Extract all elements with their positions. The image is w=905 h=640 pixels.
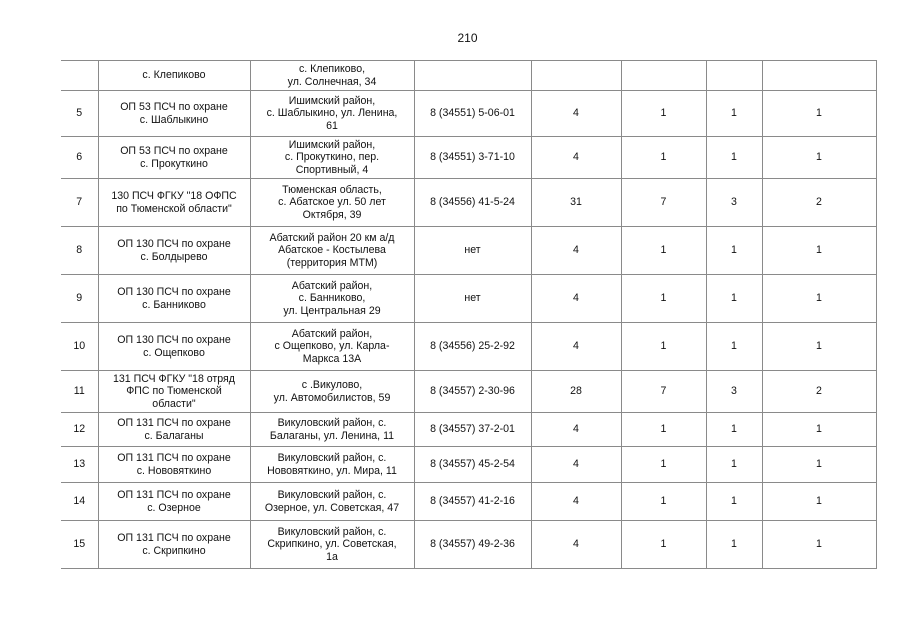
table-row bbox=[61, 323, 876, 371]
count-col-1-cell: 4 bbox=[531, 483, 621, 521]
count-col-1-cell: 4 bbox=[531, 521, 621, 569]
count-col-2-cell: 1 bbox=[621, 323, 706, 371]
row-number-cell: 6 bbox=[61, 137, 98, 179]
count-col-4-cell: 1 bbox=[762, 413, 876, 447]
count-col-3-cell bbox=[706, 61, 762, 91]
count-col-3-cell: 1 bbox=[706, 483, 762, 521]
unit-name-cell: ОП 53 ПСЧ по охране с. Прокуткино bbox=[98, 137, 250, 179]
unit-name-cell: с. Клепиково bbox=[98, 61, 250, 91]
count-col-1-cell: 4 bbox=[531, 413, 621, 447]
count-col-3-cell: 3 bbox=[706, 179, 762, 227]
table-row bbox=[61, 61, 876, 91]
count-col-4-cell: 1 bbox=[762, 275, 876, 323]
count-col-1-cell: 4 bbox=[531, 447, 621, 483]
count-col-2-cell: 7 bbox=[621, 179, 706, 227]
count-col-2-cell: 1 bbox=[621, 227, 706, 275]
count-col-2-cell: 1 bbox=[621, 447, 706, 483]
count-col-4-cell: 2 bbox=[762, 179, 876, 227]
phone-cell: 8 (34557) 37-2-01 bbox=[414, 413, 531, 447]
phone-cell: 8 (34557) 41-2-16 bbox=[414, 483, 531, 521]
count-col-3-cell: 1 bbox=[706, 521, 762, 569]
count-col-1-cell: 4 bbox=[531, 91, 621, 137]
count-col-2-cell: 1 bbox=[621, 413, 706, 447]
count-col-2-cell: 1 bbox=[621, 91, 706, 137]
count-col-4-cell: 1 bbox=[762, 227, 876, 275]
count-col-1-cell: 28 bbox=[531, 371, 621, 413]
count-col-1-cell bbox=[531, 61, 621, 91]
count-col-2-cell: 1 bbox=[621, 275, 706, 323]
unit-name-cell: ОП 131 ПСЧ по охране с. Скрипкино bbox=[98, 521, 250, 569]
count-col-4-cell: 1 bbox=[762, 91, 876, 137]
table-row bbox=[61, 137, 876, 179]
unit-name-cell: 130 ПСЧ ФГКУ "18 ОФПС по Тюменской области" bbox=[98, 179, 250, 227]
table-row bbox=[61, 91, 876, 137]
count-col-4-cell: 1 bbox=[762, 323, 876, 371]
address-cell: Викуловский район, с. Скрипкино, ул. Советская, 1а bbox=[250, 521, 414, 569]
address-cell: Абатский район 20 км а/д Абатское - Костылева (территория МТМ) bbox=[250, 227, 414, 275]
address-cell: с. Клепиково, ул. Солнечная, 34 bbox=[250, 61, 414, 91]
phone-cell: 8 (34557) 2-30-96 bbox=[414, 371, 531, 413]
count-col-1-cell: 31 bbox=[531, 179, 621, 227]
count-col-4-cell bbox=[762, 61, 876, 91]
page-number: 210 bbox=[457, 31, 478, 45]
address-cell: Тюменская область, с. Абатское ул. 50 лет Октября, 39 bbox=[250, 179, 414, 227]
phone-cell: 8 (34557) 49-2-36 bbox=[414, 521, 531, 569]
row-number-cell: 5 bbox=[61, 91, 98, 137]
table-row bbox=[61, 227, 876, 275]
count-col-4-cell: 1 bbox=[762, 447, 876, 483]
count-col-3-cell: 1 bbox=[706, 91, 762, 137]
row-number-cell bbox=[61, 61, 98, 91]
address-cell: Ишимский район, с. Прокуткино, пер. Спортивный, 4 bbox=[250, 137, 414, 179]
count-col-1-cell: 4 bbox=[531, 227, 621, 275]
count-col-4-cell: 1 bbox=[762, 137, 876, 179]
row-number-cell: 14 bbox=[61, 483, 98, 521]
count-col-3-cell: 1 bbox=[706, 227, 762, 275]
unit-name-cell: ОП 130 ПСЧ по охране с. Болдырево bbox=[98, 227, 250, 275]
count-col-2-cell: 1 bbox=[621, 137, 706, 179]
address-cell: Викуловский район, с. Озерное, ул. Советская, 47 bbox=[250, 483, 414, 521]
address-cell: Абатский район, с. Банниково, ул. Центральная 29 bbox=[250, 275, 414, 323]
row-number-cell: 13 bbox=[61, 447, 98, 483]
count-col-3-cell: 3 bbox=[706, 371, 762, 413]
table-row bbox=[61, 179, 876, 227]
table-row bbox=[61, 275, 876, 323]
row-number-cell: 8 bbox=[61, 227, 98, 275]
address-cell: с .Викулово, ул. Автомобилистов, 59 bbox=[250, 371, 414, 413]
count-col-3-cell: 1 bbox=[706, 137, 762, 179]
row-number-cell: 11 bbox=[61, 371, 98, 413]
count-col-3-cell: 1 bbox=[706, 323, 762, 371]
unit-name-cell: ОП 53 ПСЧ по охране с. Шаблыкино bbox=[98, 91, 250, 137]
phone-cell: 8 (34556) 25-2-92 bbox=[414, 323, 531, 371]
count-col-2-cell: 1 bbox=[621, 483, 706, 521]
row-number-cell: 10 bbox=[61, 323, 98, 371]
count-col-4-cell: 2 bbox=[762, 371, 876, 413]
count-col-4-cell: 1 bbox=[762, 521, 876, 569]
address-cell: Викуловский район, с. Балаганы, ул. Ленина, 11 bbox=[250, 413, 414, 447]
address-cell: Абатский район, с Ощепково, ул. Карла- Маркса 13А bbox=[250, 323, 414, 371]
count-col-2-cell: 7 bbox=[621, 371, 706, 413]
unit-name-cell: ОП 131 ПСЧ по охране с. Балаганы bbox=[98, 413, 250, 447]
count-col-1-cell: 4 bbox=[531, 323, 621, 371]
count-col-3-cell: 1 bbox=[706, 275, 762, 323]
phone-cell: нет bbox=[414, 227, 531, 275]
table-row bbox=[61, 521, 876, 569]
table-row bbox=[61, 447, 876, 483]
row-number-cell: 15 bbox=[61, 521, 98, 569]
count-col-4-cell: 1 bbox=[762, 483, 876, 521]
table-row bbox=[61, 413, 876, 447]
phone-cell: 8 (34557) 45-2-54 bbox=[414, 447, 531, 483]
phone-cell: 8 (34551) 5-06-01 bbox=[414, 91, 531, 137]
address-cell: Викуловский район, с. Нововяткино, ул. Мира, 11 bbox=[250, 447, 414, 483]
row-number-cell: 12 bbox=[61, 413, 98, 447]
table-row bbox=[61, 371, 876, 413]
count-col-1-cell: 4 bbox=[531, 275, 621, 323]
row-number-cell: 7 bbox=[61, 179, 98, 227]
count-col-1-cell: 4 bbox=[531, 137, 621, 179]
phone-cell: 8 (34551) 3-71-10 bbox=[414, 137, 531, 179]
unit-name-cell: 131 ПСЧ ФГКУ "18 отряд ФПС по Тюменской области" bbox=[98, 371, 250, 413]
unit-name-cell: ОП 130 ПСЧ по охране с. Банниково bbox=[98, 275, 250, 323]
count-col-3-cell: 1 bbox=[706, 413, 762, 447]
row-number-cell: 9 bbox=[61, 275, 98, 323]
unit-name-cell: ОП 131 ПСЧ по охране с. Нововяткино bbox=[98, 447, 250, 483]
address-cell: Ишимский район, с. Шаблыкино, ул. Ленина, 61 bbox=[250, 91, 414, 137]
unit-name-cell: ОП 131 ПСЧ по охране с. Озерное bbox=[98, 483, 250, 521]
fire-units-table bbox=[61, 60, 877, 569]
count-col-2-cell: 1 bbox=[621, 521, 706, 569]
phone-cell: нет bbox=[414, 275, 531, 323]
phone-cell bbox=[414, 61, 531, 91]
unit-name-cell: ОП 130 ПСЧ по охране с. Ощепково bbox=[98, 323, 250, 371]
count-col-3-cell: 1 bbox=[706, 447, 762, 483]
table-row bbox=[61, 483, 876, 521]
phone-cell: 8 (34556) 41-5-24 bbox=[414, 179, 531, 227]
count-col-2-cell bbox=[621, 61, 706, 91]
